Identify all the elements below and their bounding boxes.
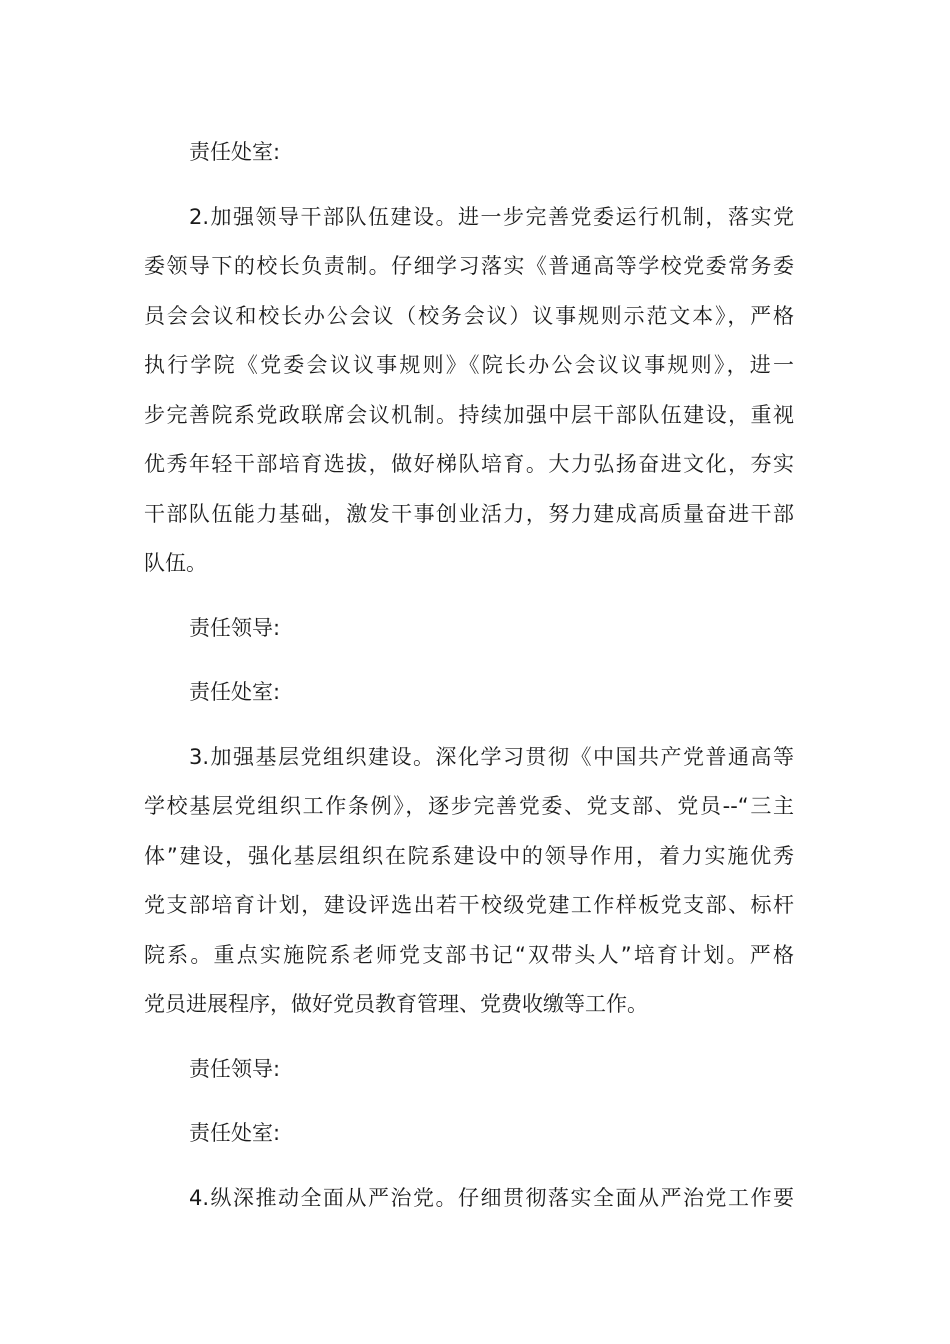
paragraph-line: 2.加强领导干部队伍建设。进一步完善党委运行机制，落实党	[189, 204, 794, 229]
paragraph-gap	[144, 718, 794, 733]
paragraph-line: 院系。重点实施院系老师党支部书记“双带头人”培育计划。严格	[144, 942, 794, 967]
paragraph-line: 4.纵深推动全面从严治党。仔细贯彻落实全面从严治党工作要	[189, 1185, 794, 1210]
paragraph-line: 党支部培育计划，建设评选出若干校级党建工作样板党支部、标杆	[144, 893, 794, 917]
paragraph-line: 学校基层党组织工作条例》，逐步完善党委、党支部、党员--“三主	[144, 794, 794, 818]
paragraph-line: 体”建设，强化基层组织在院系建设中的领导作用，着力实施优秀	[144, 843, 794, 868]
label-responsible-office: 责任处室:	[189, 140, 281, 164]
paragraph-gap	[144, 1159, 794, 1174]
paragraph-line: 党员进展程序，做好党员教育管理、党费收缴等工作。	[144, 992, 648, 1016]
paragraph-gap	[144, 1030, 794, 1045]
paragraph-cadre-team-building	[144, 193, 794, 589]
label-responsible-leader: 责任领导:	[189, 1056, 281, 1081]
paragraph-grassroots-party-building	[144, 733, 794, 1030]
paragraph-line: 委领导下的校长负责制。仔细学习落实《普通高等学校党委常务委	[144, 254, 794, 278]
paragraph-gap	[144, 589, 794, 604]
label-responsible-office: 责任处室:	[189, 680, 281, 704]
label-responsible-office: 责任处室:	[189, 1121, 281, 1145]
paragraph-line: 干部队伍能力基础，激发干事创业活力，努力建成高质量奋进干部	[144, 501, 794, 526]
paragraph-line: 步完善院系党政联席会议机制。持续加强中层干部队伍建设，重视	[144, 402, 794, 427]
label-responsible-leader: 责任领导:	[189, 615, 281, 640]
document-body	[144, 128, 794, 1223]
paragraph-line: 执行学院《党委会议议事规则》《院长办公会议议事规则》，进一	[144, 353, 794, 377]
paragraph-line: 员会会议和校长办公会议（校务会议）议事规则示范文本》，严格	[144, 303, 794, 328]
paragraph-line: 3.加强基层党组织建设。深化学习贯彻《中国共产党普通高等	[189, 744, 794, 769]
paragraph-gap	[144, 1094, 794, 1109]
paragraph-line: 队伍。	[144, 551, 207, 575]
paragraph-strict-party-governance	[144, 1174, 794, 1224]
paragraph-gap	[144, 178, 794, 193]
paragraph-line: 优秀年轻干部培育选拔，做好梯队培育。大力弘扬奋进文化，夯实	[144, 452, 794, 476]
paragraph-gap	[144, 653, 794, 668]
